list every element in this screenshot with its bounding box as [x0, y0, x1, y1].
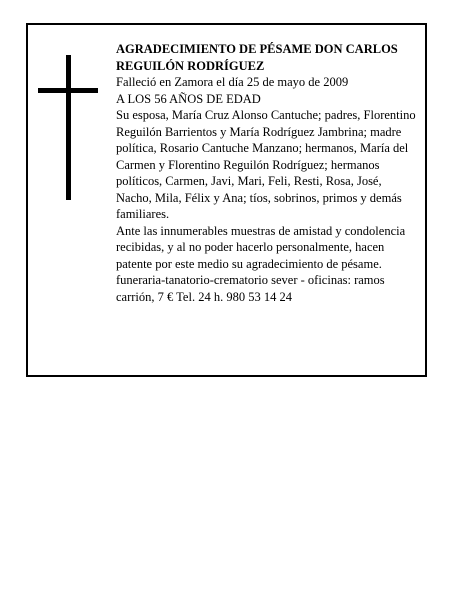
family-paragraph: Su esposa, María Cruz Alonso Cantuche; padres, Florentino Reguilón Barrientos y María Rodríguez Jambrina; madre política, Rosario Cantuche Manzano; hermanos, María del Carmen y Florentino Reguilón Rodríguez; hermanos políticos, Carmen, Javi, Mari, Feli, Resti, Rosa, José, Nacho, Mila, Félix y Ana; tíos, sobrinos, primos y demás familiares. — [116, 108, 416, 221]
funeral-home-info: funeraria-tanatorio-crematorio sever - oficinas: ramos carrión, 7 € Tel. 24 h. 980 53 14 24 — [116, 273, 385, 304]
notice-title: AGRADECIMIENTO DE PÉSAME DON CARLOS REGUILÓN RODRÍGUEZ — [116, 42, 398, 73]
cross-horizontal-bar — [38, 88, 98, 93]
notice-text — [116, 41, 416, 305]
death-line: Falleció en Zamora el día 25 de mayo de 2009 — [116, 75, 349, 89]
age-line: A LOS 56 AÑOS DE EDAD — [116, 91, 261, 106]
obituary-notice — [26, 23, 427, 377]
thanks-paragraph: Ante las innumerables muestras de amistad y condolencia recibidas, y al no poder hacerlo personalmente, hacen patente por este medio su agradecimiento de pésame. — [116, 223, 406, 271]
cross-icon — [38, 55, 98, 200]
cross-vertical-bar — [66, 55, 71, 200]
